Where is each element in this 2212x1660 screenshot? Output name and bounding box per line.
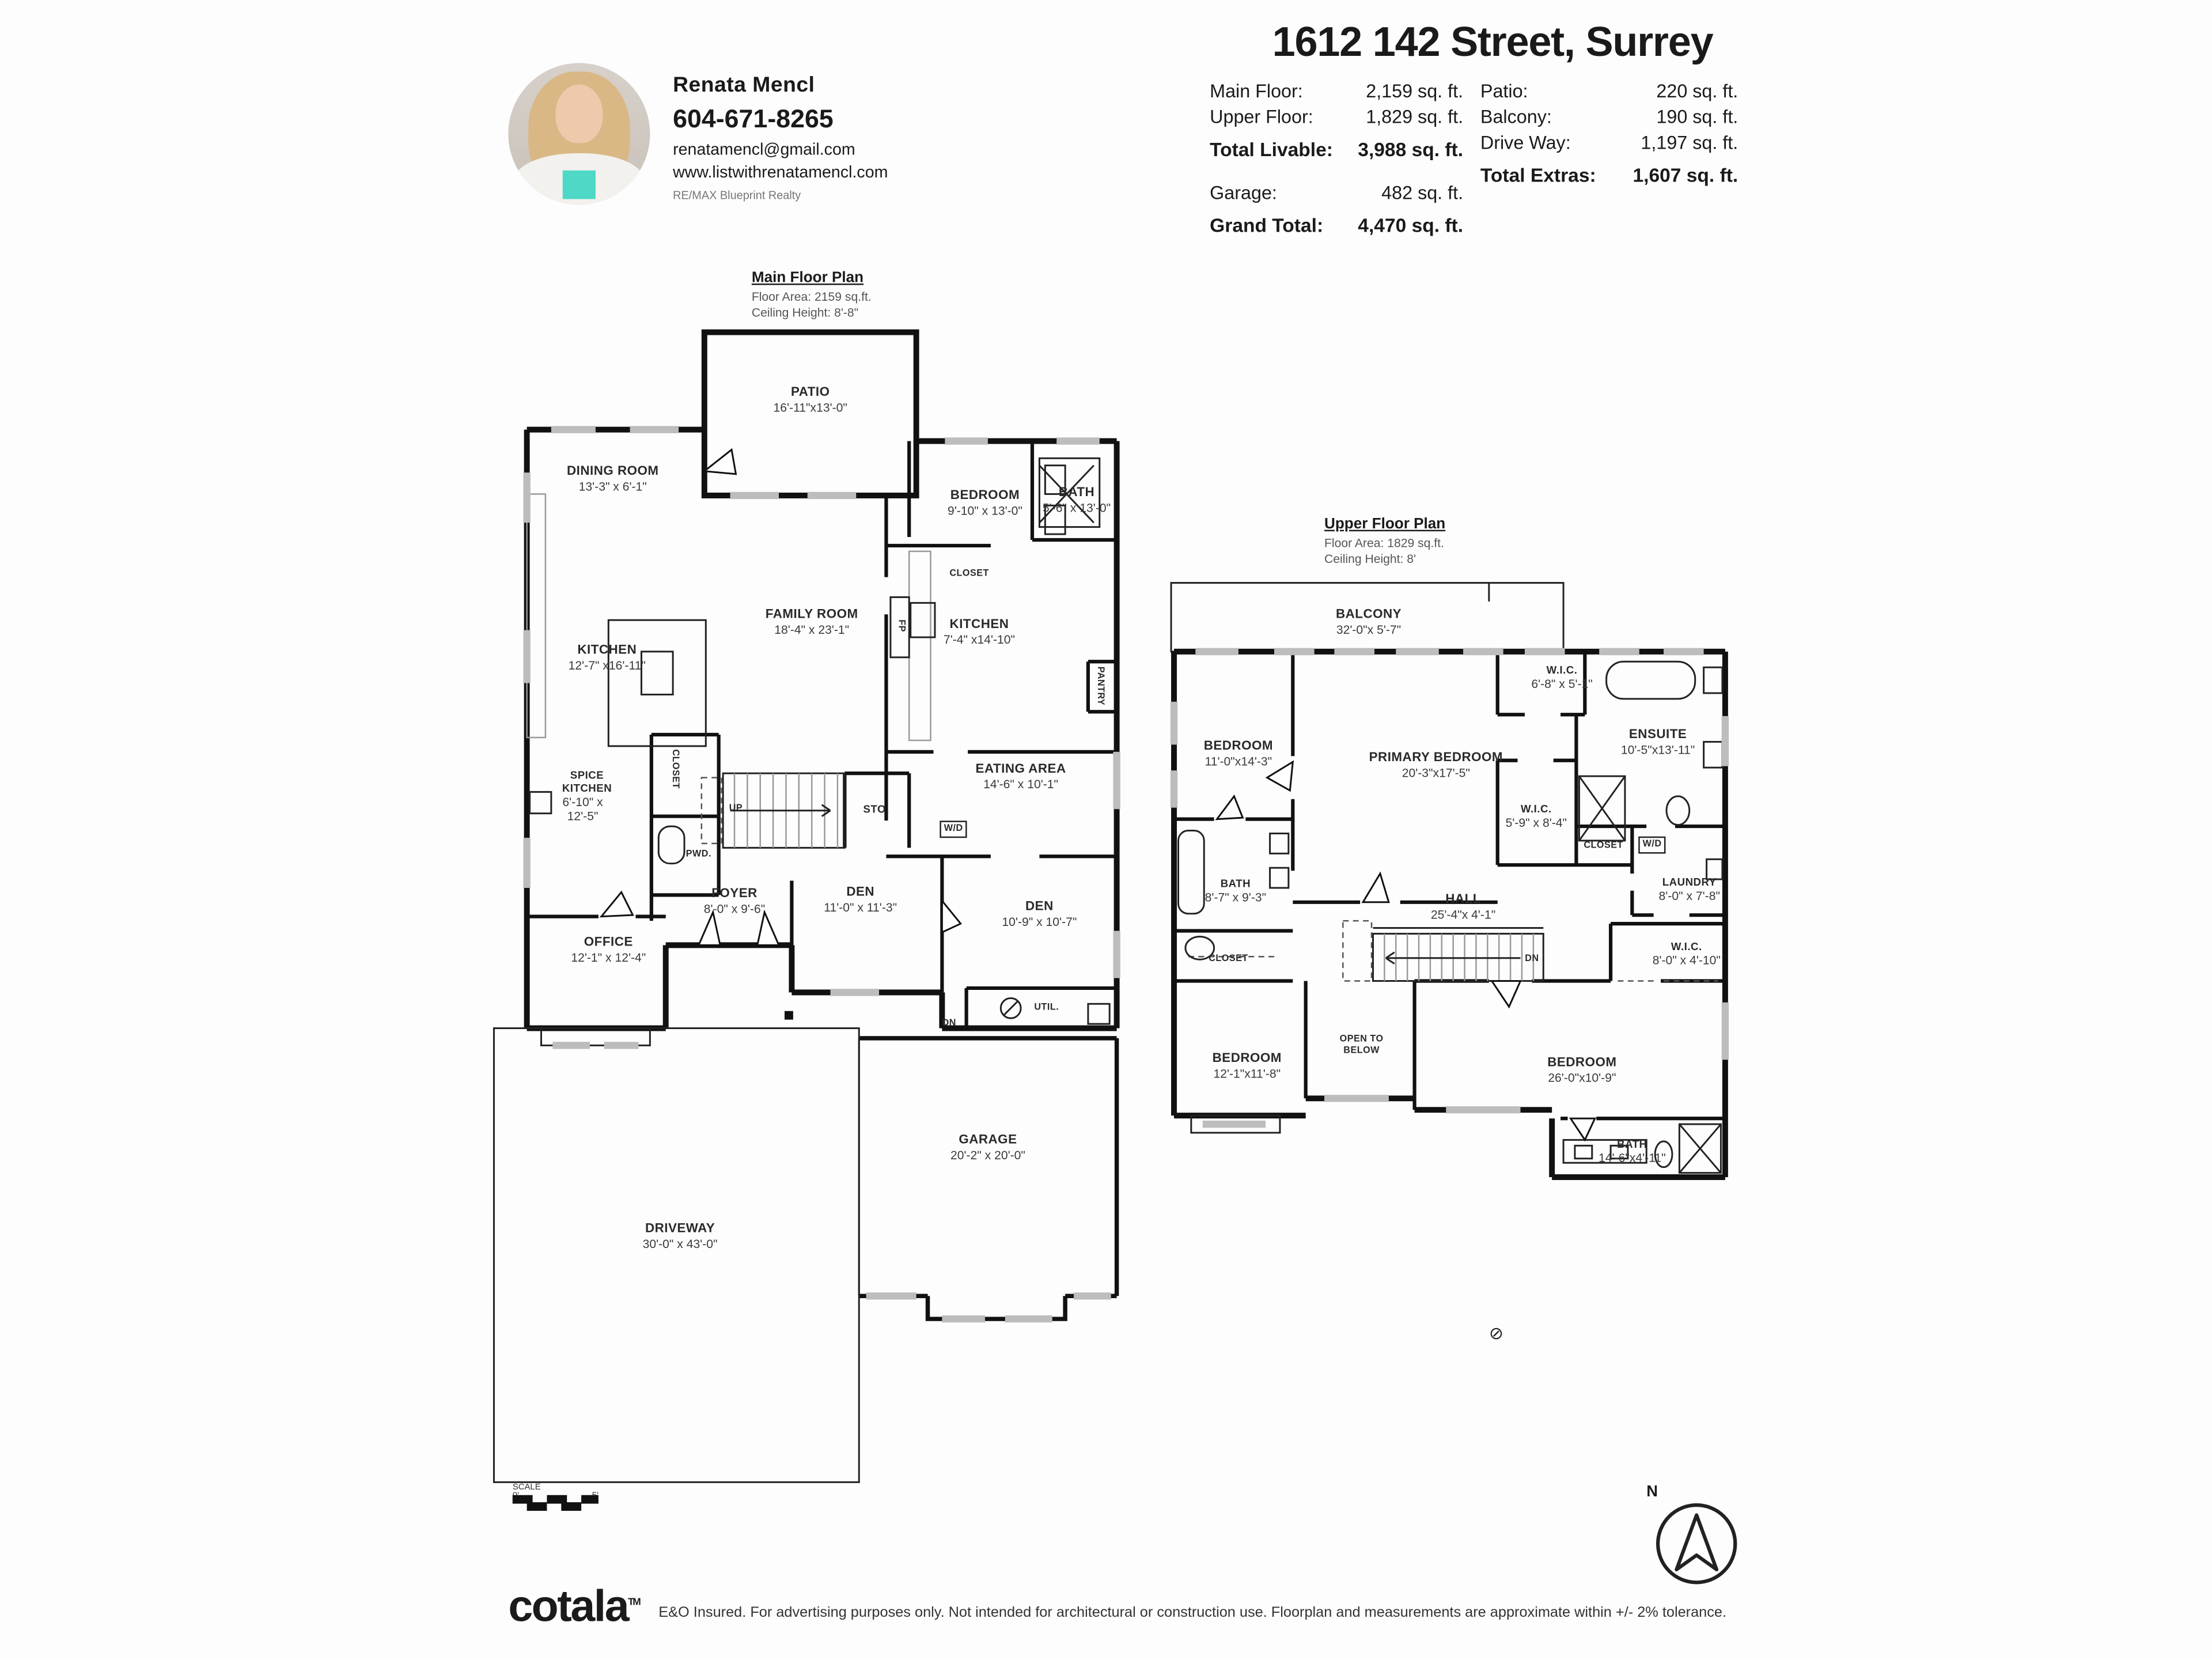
agent-card	[673, 74, 888, 202]
room-label-bedroom3: BEDROOM 12'-1"x11'-8"	[1212, 1050, 1282, 1080]
compass-icon	[1652, 1501, 1741, 1590]
stat-total-extras: Total Extras: 1,607 sq. ft.	[1480, 164, 1738, 187]
room-label-driveway: DRIVEWAY 30'-0" x 43'-0"	[642, 1220, 718, 1251]
footer-disclaimer: E&O Insured. For advertising purposes only. Not intended for architectural or construction use. Floorplan and measurements are approximate within +/- 2% tolerance.	[658, 1605, 1727, 1621]
scale-indicator	[513, 1484, 599, 1501]
agent-email: renatamencl@gmail.com	[673, 142, 855, 159]
room-label-bedroom: BEDROOM 9'-10" x 13'-0"	[947, 487, 1022, 517]
room-label-primary-bedroom: PRIMARY BEDROOM 20'-3"x17'-5"	[1369, 750, 1503, 780]
page-title: 1612 142 Street, Surrey	[1272, 20, 1713, 66]
room-label-open-to-below: OPEN TO BELOW	[1339, 1034, 1384, 1056]
room-label-spice-kitchen: SPICE KITCHEN 6'-10" x 12'-5"	[562, 769, 612, 824]
room-label-closet2: CLOSET	[669, 749, 680, 789]
drain-icon: ⊘	[1488, 1323, 1503, 1344]
room-label-bath3: BATH 14'-6"x4'-11"	[1599, 1137, 1666, 1165]
room-label-foyer: FOYER 8'-0" x 9'-6"	[703, 886, 766, 916]
room-label-storage: STO.	[863, 803, 889, 816]
room-label-stairs-dn2: DN	[1525, 954, 1539, 964]
scale-label: SCALE	[512, 1483, 541, 1492]
room-label-wic3: W.I.C. 8'-0" x 4'-10"	[1652, 940, 1721, 967]
stat-main-floor: Main Floor: 2,159 sq. ft.	[1210, 80, 1464, 102]
room-label-ensuite: ENSUITE 10'-5"x13'-11"	[1620, 727, 1695, 757]
agent-photo-face	[555, 84, 603, 143]
room-label-balcony: BALCONY 32'-0"x 5'-7"	[1335, 606, 1402, 637]
main-floor-heading: Main Floor Plan Floor Area: 2159 sq.ft. Ceiling Height: 8'-8"	[751, 269, 872, 319]
stat-driveway: Drive Way: 1,197 sq. ft.	[1480, 131, 1738, 153]
room-label-wic1: W.I.C. 6'-8" x 5'-1"	[1531, 663, 1593, 691]
room-label-wic2: W.I.C. 5'-9" x 8'-4"	[1505, 802, 1567, 830]
room-label-fireplace: FP	[896, 619, 907, 632]
room-label-bath: BATH 5'-6" x 13'-0"	[1042, 485, 1111, 515]
room-label-washer-dryer2: W/D	[1638, 837, 1666, 853]
agent-website: www.listwithrenatamencl.com	[673, 164, 888, 181]
room-label-powder: PWD.	[685, 849, 711, 860]
room-label-family-room: FAMILY ROOM 18'-4" x 23'-1"	[765, 606, 858, 637]
room-label-garage: GARAGE 20'-2" x 20'-0"	[950, 1132, 1025, 1162]
main-floor-plan	[487, 322, 1138, 1489]
room-label-laundry: LAUNDRY 8'-0" x 7'-8"	[1658, 875, 1720, 903]
room-label-hall: HALL 25'-4"x 4'-1"	[1430, 891, 1496, 921]
room-label-bedroom2: BEDROOM 11'-0"x14'-3"	[1203, 738, 1274, 768]
upper-floor-heading: Upper Floor Plan Floor Area: 1829 sq.ft. Ceiling Height: 8'	[1324, 515, 1446, 566]
agent-photo	[508, 63, 650, 205]
room-label-washer-dryer: W/D	[940, 820, 967, 837]
room-label-stairs-dn: DN	[942, 1018, 956, 1028]
agent-brokerage: RE/MAX Blueprint Realty	[673, 189, 801, 202]
agent-photo-shirt	[562, 171, 596, 199]
stat-garage: Garage: 482 sq. ft.	[1210, 181, 1464, 203]
stat-balcony: Balcony: 190 sq. ft.	[1480, 105, 1738, 128]
room-label-den2: DEN 10'-9" x 10'-7"	[1002, 898, 1077, 929]
stats-left-column	[1210, 79, 1463, 239]
room-label-closet: CLOSET	[949, 568, 989, 579]
room-label-eating-area: EATING AREA 14'-6" x 10'-1"	[975, 761, 1066, 791]
agent-name: Renata Mencl	[673, 73, 815, 98]
scale-bar	[513, 1492, 604, 1515]
compass-north-label: N	[1646, 1483, 1658, 1501]
room-label-bath2: BATH 8'-7" x 9'-3"	[1205, 877, 1267, 905]
stat-total-livable: Total Livable: 3,988 sq. ft.	[1210, 139, 1464, 161]
stat-grand-total: Grand Total: 4,470 sq. ft.	[1210, 214, 1464, 237]
room-label-den: DEN 11'-0" x 11'-3"	[824, 884, 897, 914]
room-label-stairs-up: UP	[729, 803, 743, 814]
room-label-dining: DINING ROOM 13'-3" x 6'-1"	[566, 463, 659, 493]
stat-upper-floor: Upper Floor: 1,829 sq. ft.	[1210, 105, 1464, 128]
room-label-bedroom4: BEDROOM 26'-0"x10'-9"	[1547, 1054, 1617, 1085]
room-label-utility: UTIL.	[1034, 1003, 1059, 1013]
agent-phone: 604-671-8265	[673, 104, 834, 134]
room-label-closet3: CLOSET	[1584, 841, 1623, 851]
trademark: TM	[628, 1597, 640, 1608]
room-label-closet4: CLOSET	[1209, 954, 1248, 964]
stat-patio: Patio: 220 sq. ft.	[1480, 80, 1738, 102]
stats-right-column	[1480, 79, 1738, 189]
compass	[1607, 1484, 1698, 1501]
room-label-kitchen2: KITCHEN 7'-4" x14'-10"	[943, 616, 1016, 646]
room-label-patio: PATIO 16'-11"x13'-0"	[773, 384, 847, 415]
room-label-kitchen: KITCHEN 12'-7" x16'-11"	[568, 642, 646, 672]
room-label-pantry: PANTRY	[1095, 666, 1105, 706]
cotala-logo: cotala™	[508, 1580, 640, 1631]
room-label-office: OFFICE 12'-1" x 12'-4"	[571, 934, 646, 965]
upper-floor-plan	[1160, 573, 1761, 1203]
